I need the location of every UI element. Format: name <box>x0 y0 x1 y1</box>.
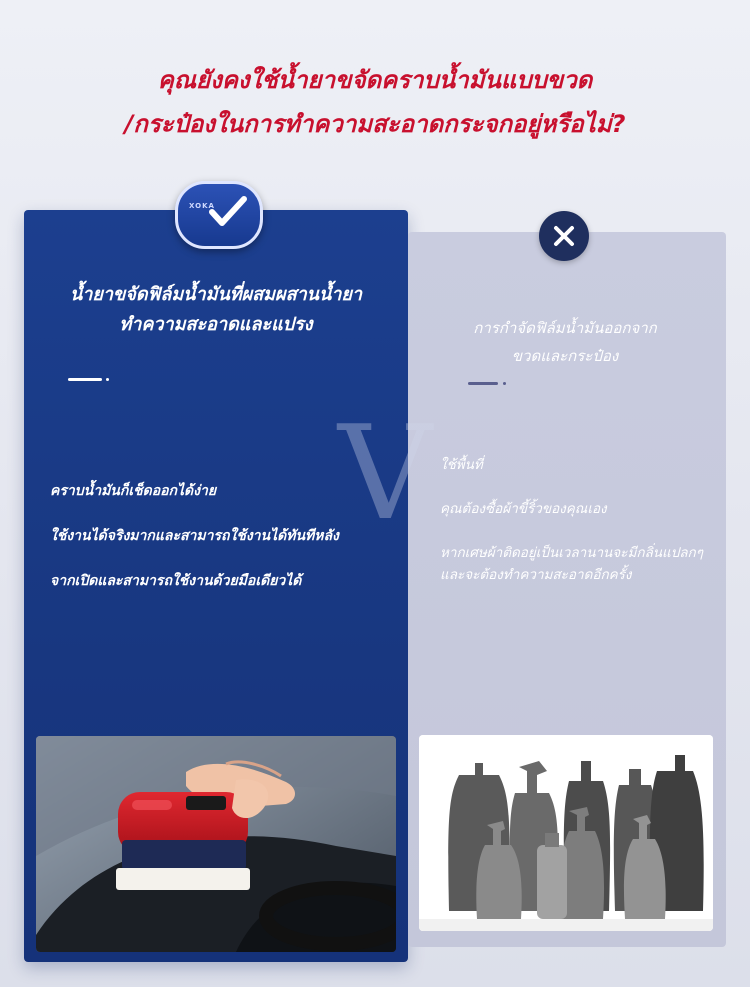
bottles-photo <box>419 735 713 931</box>
drawback-list <box>440 454 720 608</box>
recommended-title-line-2: ทำความสะอาดและแปรง <box>119 314 313 335</box>
headline <box>0 58 750 146</box>
benefit-item: จากเปิดและสามารถใช้งานด้วยมือเดียวได้ <box>50 573 302 589</box>
watermark-logo: V <box>338 397 432 549</box>
drawback-item: คุณต้องซื้อผ้าขี้ริ้วของคุณเอง <box>440 501 607 517</box>
check-badge-icon <box>175 181 263 249</box>
comparison-title-line-1: การกำจัดฟิล์มน้ำมันออกจาก <box>473 319 657 337</box>
check-icon <box>208 194 248 230</box>
comparison-title-line-2: ขวดและกระป๋อง <box>511 347 619 365</box>
comparison-title <box>420 314 710 370</box>
cross-badge-icon <box>539 211 589 261</box>
title-divider-dot <box>106 378 109 381</box>
recommended-title-line-1: น้ำยาขจัดฟิล์มน้ำมันที่ผสมผสานน้ำยา <box>69 284 363 305</box>
title-divider <box>68 378 102 381</box>
close-icon <box>552 224 576 248</box>
product-in-use-photo <box>36 736 396 952</box>
recommended-card <box>24 210 408 962</box>
car-interior-illustration <box>36 736 396 952</box>
benefit-list <box>50 480 400 615</box>
benefit-item: คราบน้ำมันก็เช็ดออกได้ง่าย <box>50 483 217 499</box>
title-divider <box>468 382 498 385</box>
benefit-item: ใช้งานได้จริงมากและสามารถใช้งานได้ทันทีหลัง <box>50 528 339 544</box>
headline-line-1: คุณยังคงใช้น้ำยาขจัดคราบน้ำมันแบบขวด <box>157 66 593 94</box>
comparison-card <box>408 232 726 947</box>
drawback-item: หากเศษผ้าติดอยู่เป็นเวลานานจะมีกลิ่นแปลกๆ และจะต้องทำความสะอาดอีกครั้ง <box>440 545 703 583</box>
headline-line-2: /กระป๋องในการทำความสะอาดกระจกอยู่หรือไม่? <box>124 110 626 138</box>
cleaning-bottles-illustration <box>419 735 713 931</box>
drawback-item: ใช้พื้นที่ <box>440 457 483 473</box>
title-divider-dot <box>503 382 506 385</box>
badge-brand-text: XOKA <box>189 202 215 210</box>
recommended-title <box>44 280 388 340</box>
